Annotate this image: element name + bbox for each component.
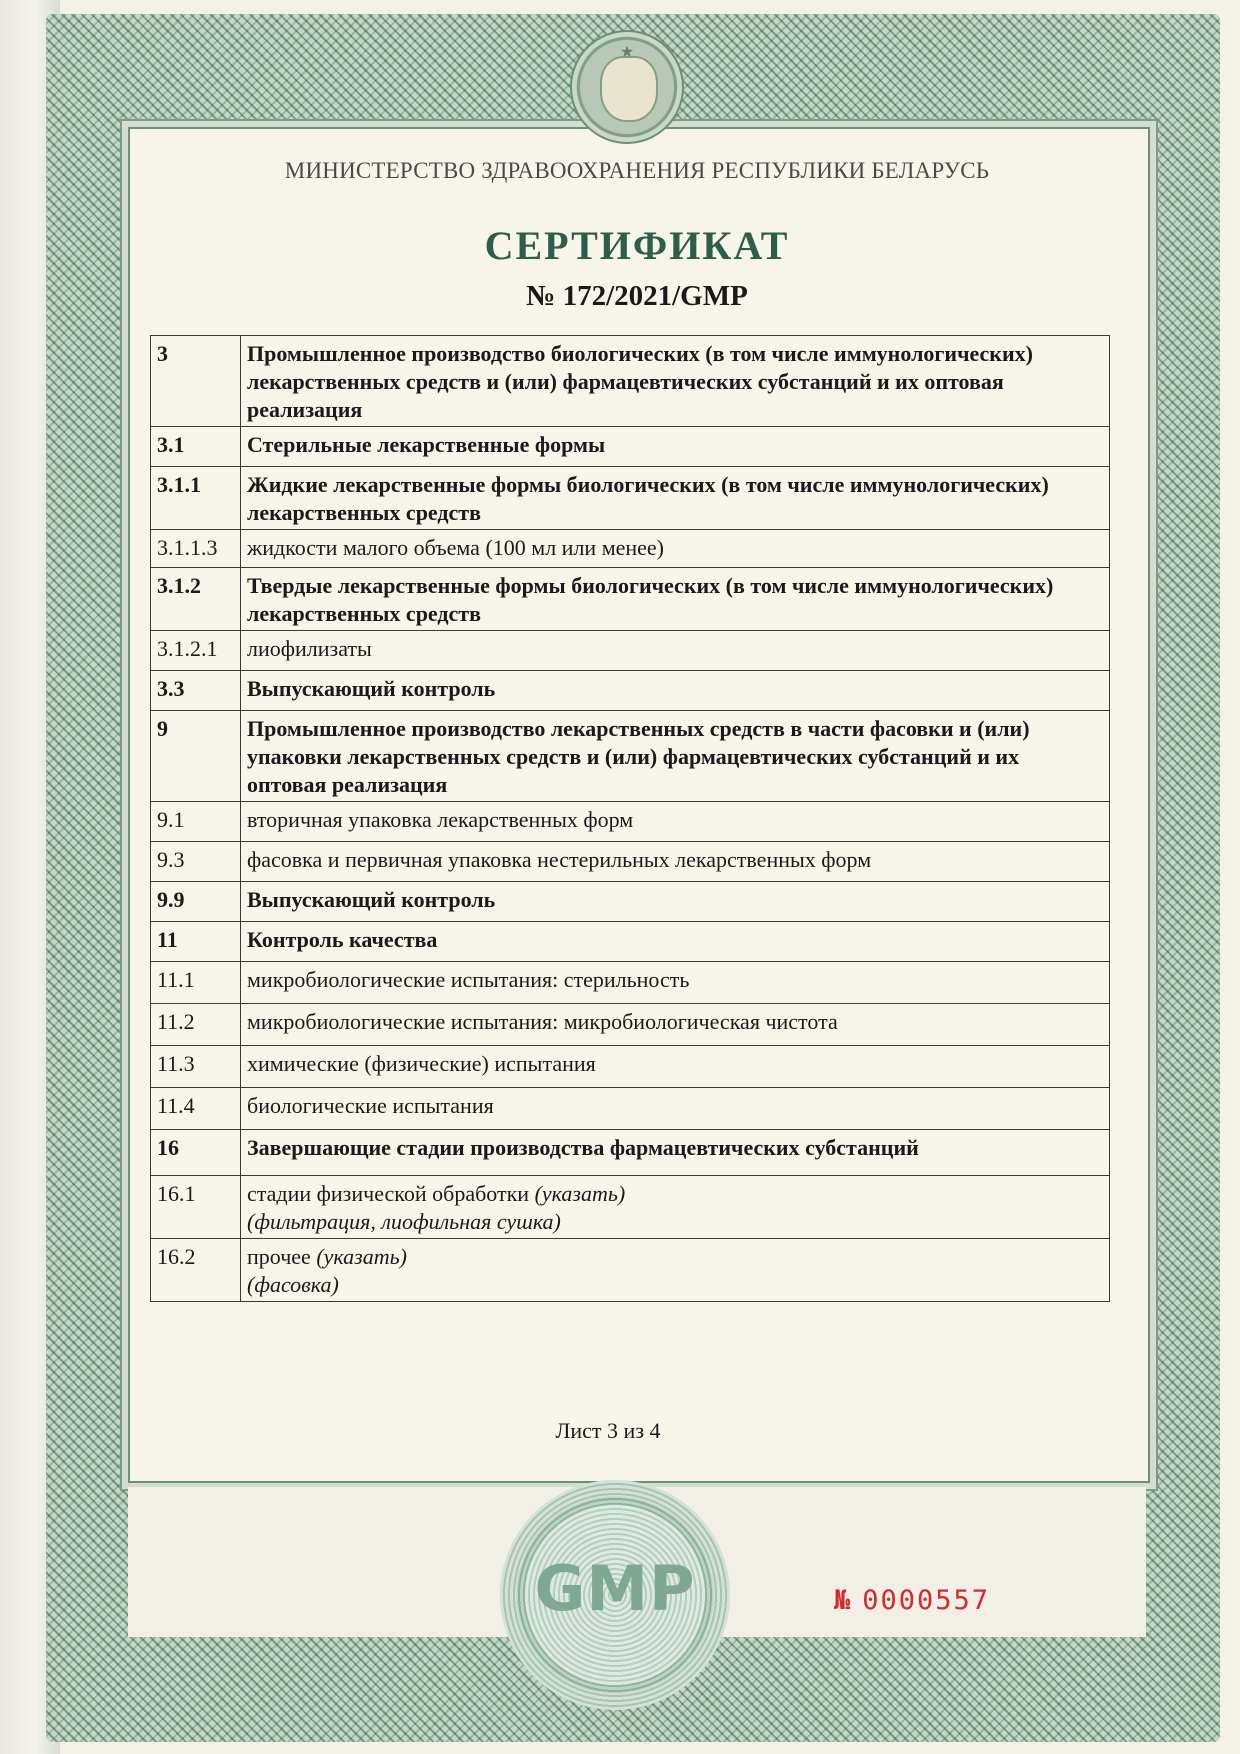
row-text: жидкости малого объема (100 мл или менее) [241,530,1110,568]
row-code: 9.9 [151,882,241,922]
table-row [151,530,1110,568]
table-row [151,568,1110,631]
row-note: (фильтрация, лиофильная сушка) [247,1209,561,1234]
table-row [151,1239,1110,1302]
row-code: 3.1.2 [151,568,241,631]
row-text: микробиологические испытания: стерильность [241,962,1110,1004]
gmp-seal-icon [500,1480,730,1710]
row-code: 3.1.2.1 [151,631,241,671]
row-text-spec: (указать) [534,1181,626,1206]
row-note: (фасовка) [247,1272,339,1297]
serial-value: 0000557 [862,1585,991,1616]
row-code: 3.3 [151,671,241,711]
row-code: 9.1 [151,802,241,842]
row-text: химические (физические) испытания [241,1046,1110,1088]
table-row [151,671,1110,711]
row-code: 9.3 [151,842,241,882]
table-row [151,467,1110,530]
row-text: Выпускающий контроль [241,671,1110,711]
table-row [151,962,1110,1004]
table-row [151,427,1110,467]
table-row [151,1176,1110,1239]
row-code: 11.3 [151,1046,241,1088]
row-code: 11.2 [151,1004,241,1046]
row-text: вторичная упаковка лекарственных форм [241,802,1110,842]
row-text: биологические испытания [241,1088,1110,1130]
row-text: фасовка и первичная упаковка нестерильных лекарственных форм [241,842,1110,882]
table-row [151,922,1110,962]
row-code: 3.1.1.3 [151,530,241,568]
sheet-number: Лист 3 из 4 [555,1418,661,1443]
row-text-main: прочее [247,1244,311,1269]
row-text [241,1176,1110,1239]
row-code: 16.2 [151,1239,241,1302]
ministry-name: МИНИСТЕРСТВО ЗДРАВООХРАНЕНИЯ РЕСПУБЛИКИ БЕЛАРУСЬ [284,158,990,183]
gmp-seal-text: GMP [534,1552,696,1625]
row-text-spec: (указать) [316,1244,407,1269]
table-row [151,1130,1110,1176]
row-code: 16 [151,1130,241,1176]
row-code: 16.1 [151,1176,241,1239]
row-text: Промышленное производство лекарственных средств в части фасовки и (или) упаковки лекарственных средств и (или) фармацевтических субстанций и их оптовая реализация [241,711,1110,802]
row-code: 3.1.1 [151,467,241,530]
table-row [151,882,1110,922]
row-text: Промышленное производство биологических (в том числе иммунологических) лекарственных средств и (или) фармацевтических субстанций и их оптовая реализация [241,336,1110,427]
table-row [151,1046,1110,1088]
row-text: лиофилизаты [241,631,1110,671]
certificate-number: № 172/2021/GMP [526,280,748,312]
state-emblem-icon [570,30,684,144]
row-text: Стерильные лекарственные формы [241,427,1110,467]
row-text: Твердые лекарственные формы биологических (в том числе иммунологических) лекарственных средств [241,568,1110,631]
table-row [151,1004,1110,1046]
table-row [151,802,1110,842]
row-text: Жидкие лекарственные формы биологических (в том числе иммунологических) лекарственных средств [241,467,1110,530]
row-text [241,1239,1110,1302]
row-code: 11 [151,922,241,962]
row-code: 3 [151,336,241,427]
certificate-title: СЕРТИФИКАТ [484,223,790,268]
table-row [151,842,1110,882]
table-row [151,631,1110,671]
row-text: микробиологические испытания: микробиологическая чистота [241,1004,1110,1046]
row-text: Контроль качества [241,922,1110,962]
table-row [151,336,1110,427]
serial-number [834,1585,990,1616]
emblem-star-icon: ★ [619,42,635,61]
row-code: 9 [151,711,241,802]
table-row [151,711,1110,802]
scope-table [150,335,1110,1302]
serial-prefix: № [834,1585,853,1616]
table-row [151,1088,1110,1130]
row-text: Выпускающий контроль [241,882,1110,922]
emblem-shield [600,56,658,122]
row-code: 11.4 [151,1088,241,1130]
row-text: Завершающие стадии производства фармацевтических субстанций [241,1130,1110,1176]
row-code: 3.1 [151,427,241,467]
row-text-main: стадии физической обработки [247,1181,530,1206]
row-code: 11.1 [151,962,241,1004]
